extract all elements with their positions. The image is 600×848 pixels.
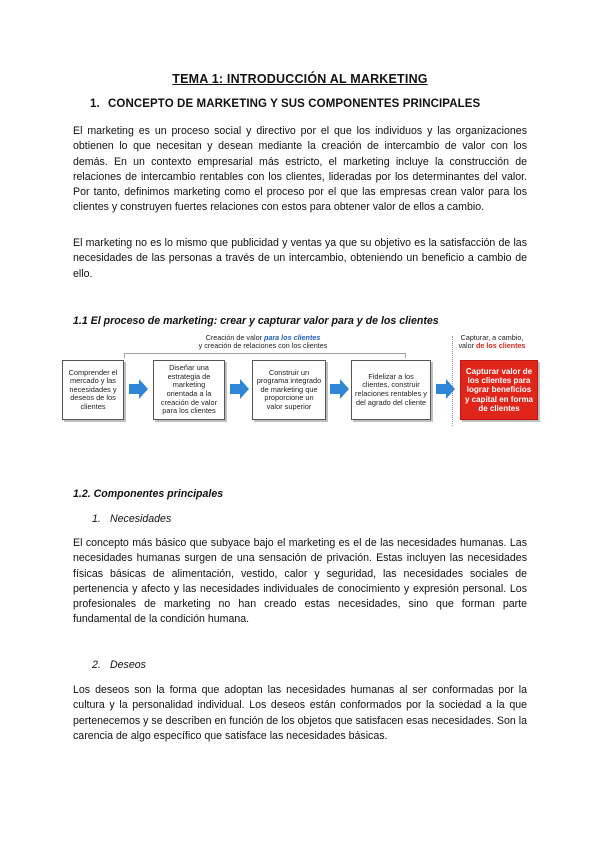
section-heading-text: CONCEPTO DE MARKETING Y SUS COMPONENTES PRINCIPALES [108, 98, 481, 110]
list-number: 1. [92, 513, 101, 525]
paragraph-difference: El marketing no es lo mismo que publicidad y ventas ya que su objetivo es la satisfacción de las necesidades de las personas a través de un intercambio, obteniendo un beneficio a cambio de ello. [73, 237, 527, 280]
subheading-process: 1.1 El proceso de marketing: crear y capturar valor para y de los clientes [73, 315, 439, 327]
arrow-right-icon [127, 378, 149, 400]
label-part-red: de los clientes [476, 341, 526, 351]
marketing-process-diagram [62, 334, 538, 428]
document-title: TEMA 1: INTRODUCCIÓN AL MARKETING [172, 72, 428, 86]
label-part: Creación de valor [205, 333, 264, 342]
diagram-bracket [124, 353, 406, 358]
list-label: Deseos [110, 659, 146, 671]
list-item-deseos [92, 659, 146, 671]
paragraph-necesidades: El concepto más básico que subyace bajo el marketing es el de las necesidades humanas. Las necesidades humanas surgen de una sensación de privación. Estas incluyen las necesidades físicas básicas de alimentación, vestido, calor y seguridad, las necesidades sociales de pertenencia y afecto y las necesidades individuales de conocimiento y expresión personal. Los profesionales de marketing no han creado estas necesidades, sino que forman parte fundamental de la condición humana. [73, 537, 527, 626]
subheading-components: 1.2. Componentes principales [73, 488, 224, 500]
label-part-blue: los clientes [279, 333, 321, 342]
process-step-1: Comprender el mercado y las necesidades y deseos de los clientes [62, 360, 124, 420]
arrow-right-icon [228, 378, 250, 400]
label-part-emphasis: para [264, 333, 280, 342]
paragraph-definition: El marketing es un proceso social y directivo por el que los individuos y las organizaciones obtienen lo que necesitan y desean mediante la creación de intercambio de valor con los demás. En un contexto empresarial más estricto, el marketing incluye la construcción de relaciones de intercambio rentables con los clientes, lideradas por los determinantes del valor. Por tanto, definimos marketing como el proceso por el que las empresas crean valor para los clientes y construyen fuertes relaciones con estos para obtener valor de ellos a cambio. [73, 125, 527, 214]
label-line-2: y creación de relaciones con los clientes [198, 341, 328, 351]
label-part: valor [458, 341, 477, 351]
process-step-3: Construir un programa integrado de marketing que proporcione un valor superior [252, 360, 326, 420]
list-item-necesidades [92, 513, 171, 525]
section-heading-1 [90, 98, 480, 110]
process-step-2: Diseñar una estrategia de marketing orientada a la creación de valor para los clientes [153, 360, 225, 420]
diagram-label-capture-value [450, 334, 534, 351]
label-line-1: Capturar, a cambio, [460, 333, 524, 342]
process-step-4: Fidelizar a los clientes, construir relaciones rentables y del agrado del cliente [351, 360, 431, 420]
arrow-right-icon [328, 378, 350, 400]
arrow-right-icon [434, 378, 456, 400]
diagram-label-create-value [180, 334, 346, 351]
paragraph-deseos: Los deseos son la forma que adoptan las necesidades humanas al ser conformadas por la cultura y la personalidad individual. Los deseos están conformados por la sociedad a la que pertenecemos y se describen en función de los objetos que satisfacen esas necesidades. Son la carencia de algo específico que satisface las necesidades básicas. [73, 684, 527, 742]
list-label: Necesidades [110, 513, 172, 525]
section-number: 1. [90, 98, 100, 110]
process-step-5-capture: Capturar valor de los clientes para lograr beneficios y capital en forma de clientes [460, 360, 538, 420]
list-number: 2. [92, 659, 101, 671]
